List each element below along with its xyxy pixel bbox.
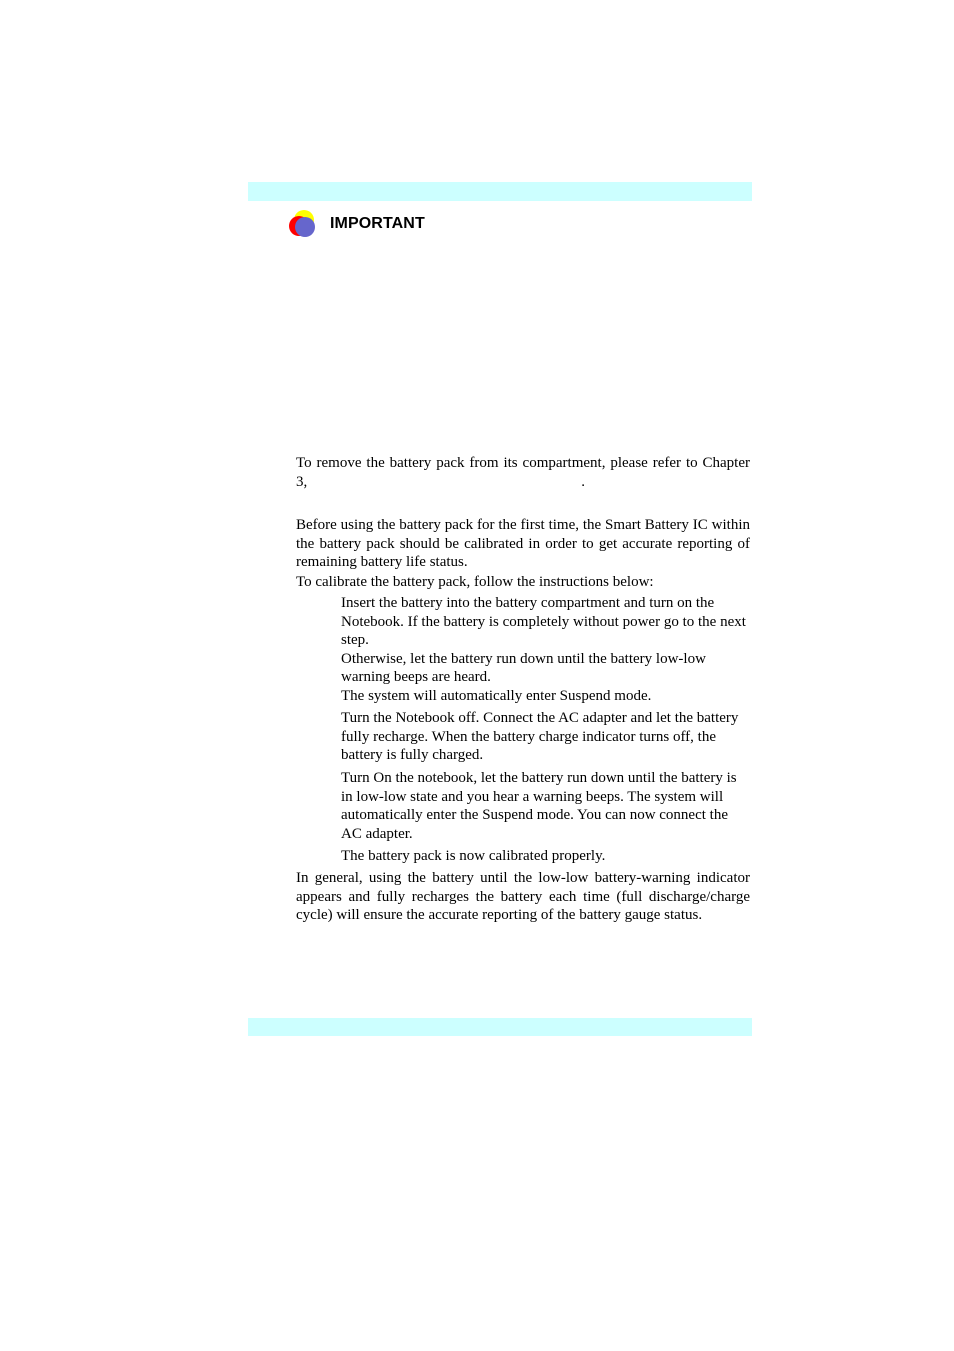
step-1-suspend: The system will automatically enter Suspend mode. — [341, 687, 652, 704]
calibration-step-2: Turn the Notebook off. Connect the AC adapter and let the battery fully recharge. When the battery charge indicator turns off, the battery is fully charged. — [341, 710, 739, 764]
remove-battery-period: . — [581, 473, 585, 490]
calibration-step-3: Turn On the notebook, let the battery run down until the battery is in low-low state and you hear a warning beeps. The system will automatically enter the Suspend mode. You can now connect the AC adapter. — [341, 770, 737, 842]
important-note-header — [288, 208, 425, 240]
general-note-paragraph: In general, using the battery until the low-low battery-warning indicator appears and fully recharges the battery each time (full discharge/charge cycle) will ensure the accurate reporting of the battery gauge status. — [296, 870, 750, 924]
important-label: IMPORTANT — [330, 215, 425, 232]
step-1-text: Insert the battery into the battery compartment and turn on the Notebook. If the battery is completely without power go to the next step. — [341, 595, 746, 649]
calibration-instructions-lead: To calibrate the battery pack, follow the instructions below: — [296, 574, 654, 590]
footer-band — [248, 1018, 752, 1036]
remove-battery-paragraph — [296, 454, 750, 491]
remove-battery-text: To remove the battery pack from its compartment, please refer to Chapter 3, — [296, 455, 750, 490]
step-1-otherwise: Otherwise, let the battery run down until the battery low-low warning beeps are heard. — [341, 650, 706, 686]
calibration-intro-paragraph: Before using the battery pack for the first time, the Smart Battery IC within the battery pack should be calibrated in order to get accurate reporting of remaining battery life status. — [296, 517, 750, 571]
important-circles-icon — [288, 209, 318, 239]
calibration-step-4: The battery pack is now calibrated properly. — [341, 848, 606, 864]
header-band — [248, 182, 752, 201]
calibration-step-1 — [341, 594, 751, 706]
